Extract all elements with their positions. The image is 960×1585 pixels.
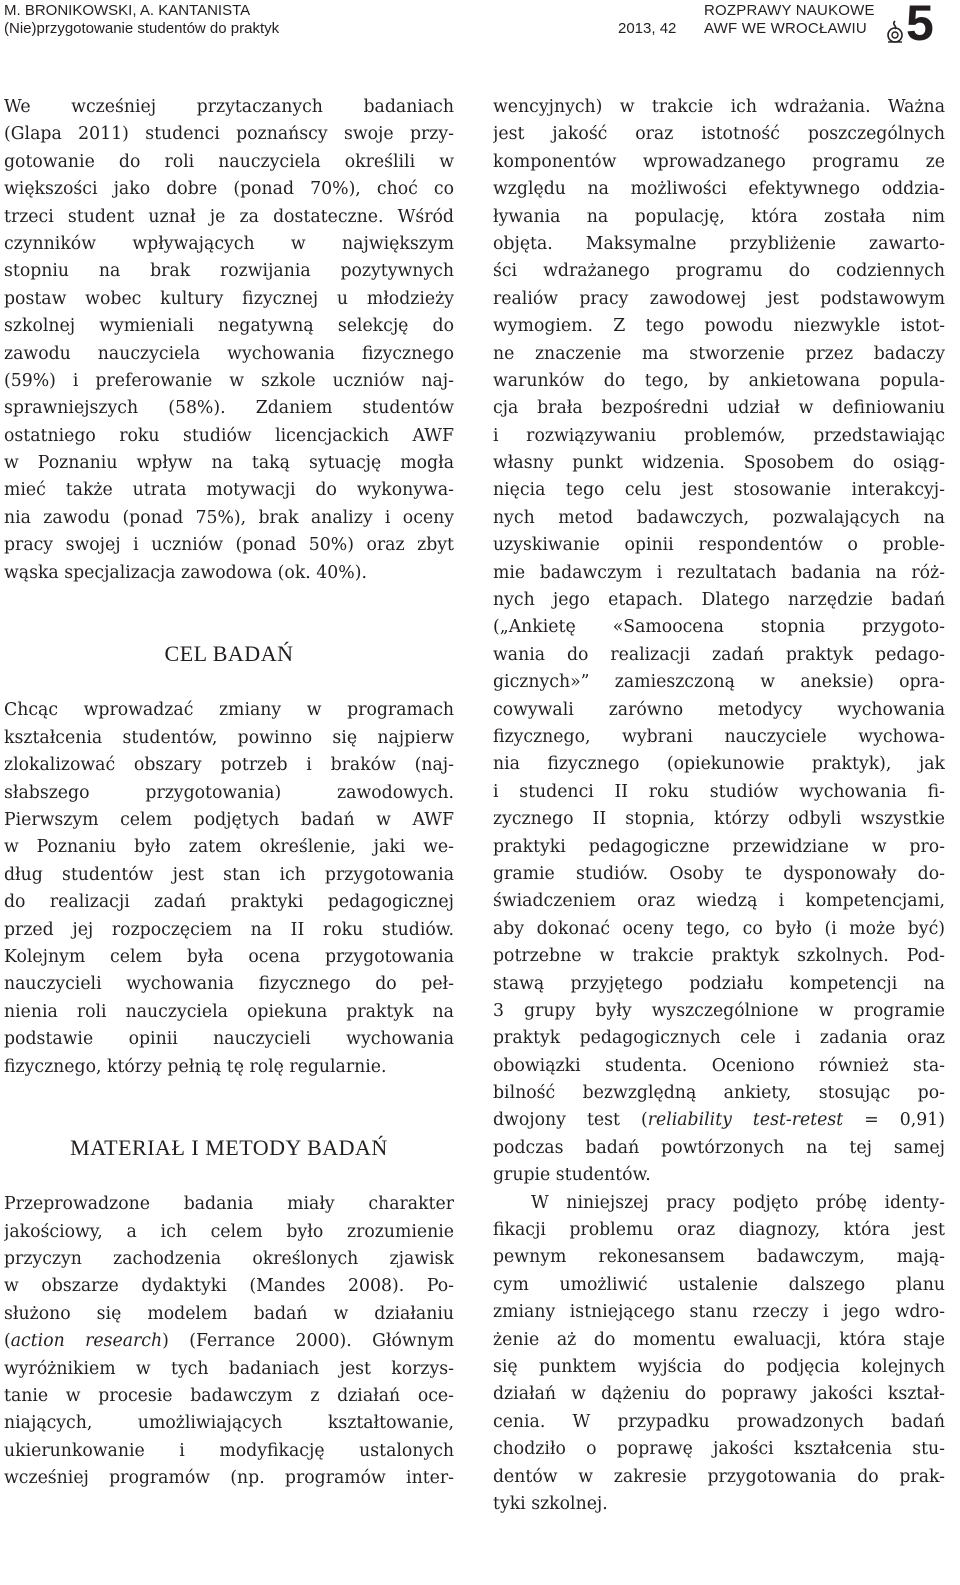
text-line: cenia. W przypadku prowadzonych badań [493,1411,945,1432]
text-line: fizycznego, którzy pełnią tę rolę regularnie. [4,1056,387,1077]
text-line: ukierunkowanie i modyfikację ustalonych [4,1440,454,1461]
italic-term: action research [10,1331,163,1352]
text-line: uzyskiwanie opinii respondentów o proble- [493,535,945,556]
text-line: własny punkt widzenia. Sposobem do osiąg- [493,453,945,474]
text-line: mieć także utrata motywacji do wykonywa- [4,480,454,501]
text-line: nia zawodu (ponad 75%), brak analizy i oceny [4,507,454,528]
text-line: realiów pracy zawodowej jest podstawowym [493,288,945,309]
text-line: niających, umożliwiających kształtowanie, [4,1413,454,1434]
text-line: bilność bezwzględną ankiety, stosując po- [493,1083,945,1104]
text-line: względu na możliwości efektywnego oddzia- [493,179,945,200]
text-line: W niniejszej pracy podjęto próbę identy- [531,1192,945,1213]
text-line: tyki szkolnej. [493,1493,608,1514]
text-line: się punktem wyjścia do podjęcia kolejnych [493,1356,945,1377]
text-line: nauczycieli wychowania fizycznego do peł- [4,974,454,995]
text-line: objęta. Maksymalne przybliżenie zawarto- [493,233,945,254]
text-line: wyróżnikiem w tych badaniach jest korzys- [4,1358,454,1379]
running-head-authors: M. BRONIKOWSKI, A. KANTANISTA [4,2,251,19]
page-number: 5 [906,0,934,51]
text-line: fizycznego, wybrani nauczyciele wychowa- [493,726,945,747]
paragraph-conclusion [493,1190,945,1519]
text-line: Przeprowadzone badania miały charakter [4,1194,454,1215]
text-fragment: ) (Ferrance 2000). Głównym [162,1331,454,1352]
text-line: większości jako dobre (ponad 70%), choć co [4,179,454,200]
text-line: Pierwszym celem podjętych badań w AWF [4,809,454,830]
text-line: tanie w procesie badawczym z działań oce- [4,1386,454,1407]
text-line: w obszarze dydaktyki (Mandes 2008). Po- [4,1276,454,1297]
paragraph-aims [4,697,454,1080]
text-line: wąska specjalizacja zawodowa (ok. 40%). [4,562,367,583]
text-line: gicznych»” zamieszczoną w aneksie) opra- [493,672,945,693]
paragraph-methods-continued [493,94,945,1190]
text-line: wania do realizacji zadań praktyk pedago- [493,644,945,665]
text-line: ostatniego roku studiów licencjackich AWF [4,425,454,446]
text-line: w Poznaniu wpływ na taką sytuację mogła [4,453,454,474]
text-line: przed jej rozpoczęciem na II roku studiów. [4,919,454,940]
text-fragment: dwojony test ( [493,1110,648,1131]
text-line: (59%) i preferowanie w szkole uczniów naj- [4,370,454,391]
text-line: komponentów wprowadzanego programu ze [493,151,945,172]
text-line: do realizacji zadań praktyki pedagogicznej [4,892,454,913]
text-line: wcześniej programów (np. programów inter- [4,1468,454,1489]
text-line: potrzebne w trakcie praktyk szkolnych. Pod- [493,946,945,967]
text-line: w Poznaniu było zatem określenie, jaki we- [4,837,454,858]
text-line: stawą przyjętego podziału kompetencji na [493,973,945,994]
text-line: zycznego II stopnia, którzy odbyli wszystkie [493,809,945,830]
text-line: zlokalizować obszary potrzeb i braków (naj- [4,755,454,776]
text-fragment: = 0,91) [843,1110,945,1131]
running-head-title: (Nie)przygotowanie studentów do praktyk [4,20,280,37]
text-line [493,1107,945,1134]
text-line: dług studentów jest stan ich przygotowania [4,864,454,885]
spacer [4,1161,454,1191]
text-line: pracy swojej i uczniów (ponad 50%) oraz zbyt [4,535,454,556]
text-line: świadczeniem oraz wiedzą i kompetencjami, [493,891,945,912]
text-line: obowiązki studenta. Oceniono również sta- [493,1055,945,1076]
text-line: („Ankietę «Samoocena stopnia przygoto- [493,617,945,638]
text-line: ne znaczenie ma stworzenie przez badaczy [493,343,945,364]
text-line: ływania na populację, która została nim [493,206,945,227]
text-line: podstawie opinii nauczycieli wychowania [4,1029,454,1050]
journal-logo-icon [884,20,906,44]
text-line: żenie aż do momentu ewaluacji, która staje [493,1329,945,1350]
spacer [4,667,454,697]
text-fragment: ( [4,1331,11,1352]
text-line: czynników wpływających w największym [4,233,454,254]
text-line: trzeci student uznał je za dostateczne. Wśród [4,206,454,227]
page-header [0,0,960,51]
text-line: szkolnej wymieniali negatywną selekcję do [4,316,454,337]
text-line: jakościowy, a ich celem było zrozumienie [4,1221,454,1242]
text-line: słabszego przygotowania) zawodowych. [4,782,454,803]
text-line: 3 grupy były wyszczególnione w programie [493,1000,945,1021]
text-line: działań w dążeniu do poprawy jakości kształ- [493,1384,945,1405]
text-line: nych jego etapach. Dlatego narzędzie badań [493,590,945,611]
text-line: sprawniejszych (58%). Zdaniem studentów [4,398,454,419]
text-line: praktyki pedagogiczne przewidziane w pro- [493,836,945,857]
text-line: praktyk pedagogicznych cele i zadania oraz [493,1028,945,1049]
text-line: (Glapa 2011) studenci poznańscy swoje przy- [4,124,454,145]
text-line: Kolejnym celem była ocena przygotowania [4,946,454,967]
paragraph-intro-continued [4,94,454,587]
paragraph-methods [4,1191,454,1492]
text-line: grupie studentów. [493,1165,651,1186]
right-column [493,94,945,1518]
text-line: postaw wobec kultury fizycznej u młodzieży [4,288,454,309]
text-line: zawodu nauczyciela wychowania fizycznego [4,343,454,364]
text-line: cym umożliwić ustalenie dalszego planu [493,1274,945,1295]
text-line: warunków do tego, by ankietowana popula- [493,370,945,391]
section-heading-aims: CEL BADAŃ [164,641,294,667]
text-line: jest jakość oraz istotność poszczególnych [493,124,945,145]
text-line: dentów w zakresie przygotowania do prak- [493,1466,945,1487]
left-column [4,94,454,1493]
journal-name-line-2: AWF WE WROCŁAWIU [704,20,867,37]
text-line: przyczyn zachodzenia określonych zjawisk [4,1249,454,1270]
text-line: wymogiem. Z tego powodu niezwykle istot- [493,316,945,337]
text-line: nych metod badawczych, pozwalających na [493,507,945,528]
spacer [4,587,454,640]
text-line: pewnym rekonesansem badawczym, mają- [493,1247,945,1268]
text-line: zmiany istniejącego stanu rzeczy i jego wdro- [493,1302,945,1323]
journal-name-line-1: ROZPRAWY NAUKOWE [704,2,875,19]
section-heading-methods: MATERIAŁ I METODY BADAŃ [70,1134,388,1160]
text-line: cowywali zarówno metodycy wychowania [493,699,945,720]
text-line: podczas badań powtórzonych na tej samej [493,1137,945,1158]
text-line: aby dokonać oceny tego, co było (i może być) [493,918,945,939]
text-line: cja brała bezpośredni udział w definiowaniu [493,398,945,419]
text-line: fikacji problemu oraz diagnozy, która jest [493,1220,945,1241]
italic-term: reliability test-retest [647,1110,844,1131]
text-line [4,1328,454,1355]
text-line: stopniu na brak rozwijania pozytywnych [4,261,454,282]
text-line: służono się modelem badań w działaniu [4,1303,454,1324]
text-line: mie badawczym i rezultatach badania na róż- [493,562,945,583]
text-line: nienia roli nauczyciela opiekuna praktyk na [4,1001,454,1022]
text-line: gramie studiów. Osoby te dysponowały do- [493,863,945,884]
text-line: We wcześniej przytaczanych badaniach [4,97,454,117]
text-line: gotowanie do roli nauczyciela określili w [4,151,454,172]
text-line: Chcąc wprowadzać zmiany w programach [4,700,454,721]
text-line: chodziło o poprawę jakości kształcenia stu- [493,1439,945,1460]
spacer [4,1081,454,1134]
text-line: nięcia tego celu jest stosowanie interakcyj- [493,480,945,501]
text-line: wencyjnych) w trakcie ich wdrażania. Ważna [493,97,945,117]
text-line: i rozwiązywaniu problemów, przedstawiając [493,425,945,446]
text-line: i studenci II roku studiów wychowania fi- [493,781,945,802]
text-line: ści wdrażanego programu do codziennych [493,261,945,282]
text-line: nia fizycznego (opiekunowie praktyk), jak [493,754,945,775]
text-line: kształcenia studentów, powinno się najpierw [4,727,454,748]
running-head-year-issue: 2013, 42 [618,20,677,37]
